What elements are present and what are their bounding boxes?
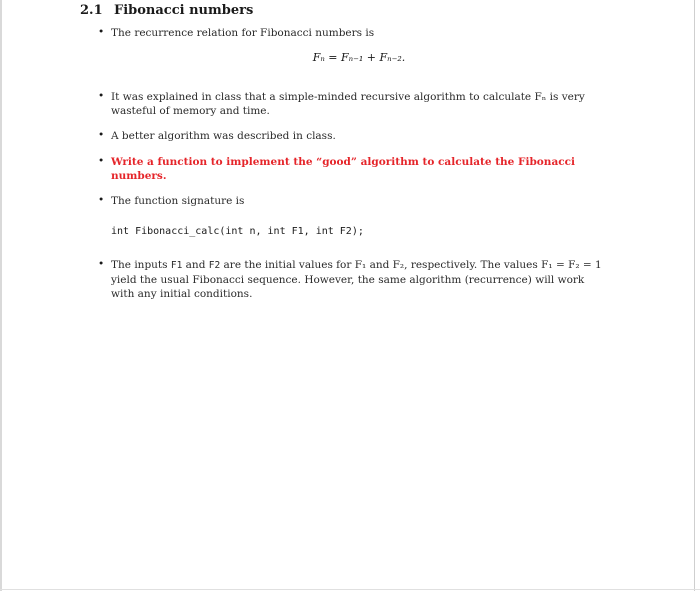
bullet-6: • — [98, 258, 105, 270]
bullet-3: • — [98, 129, 105, 141]
code-f1: F1 — [170, 260, 183, 271]
bullet-4: • — [98, 155, 105, 167]
section-heading — [80, 3, 253, 18]
item-signature-intro: The function signature is — [111, 195, 245, 207]
code-f2: F2 — [208, 260, 221, 271]
function-signature-code: int Fibonacci_calc(int n, int F1, int F2); — [111, 226, 364, 237]
item-recurrence-intro: The recurrence relation for Fibonacci numbers is — [111, 27, 375, 39]
page-bottom-border — [0, 589, 700, 590]
bullet-1: • — [98, 26, 105, 38]
recurrence-equation: Fₙ = Fₙ₋₁ + Fₙ₋₂. — [312, 51, 406, 64]
page-left-border — [0, 0, 2, 591]
item-task-instruction: Write a function to implement the “good” algorithm to calculate the Fibonacci numbers. — [111, 156, 576, 182]
initial-values-text-2: and — [182, 259, 209, 271]
initial-values-text-3: are the initial values for F₁ and F₂, respectively. The values F₁ = F₂ = 1 yield the usual Fibonacci sequence. However, the same algorithm (recurrence) will work with any initial conditions. — [111, 259, 602, 300]
item-initial-values — [111, 258, 609, 301]
section-title: Fibonacci numbers — [114, 3, 254, 18]
bullet-2: • — [98, 90, 105, 102]
item-better-algorithm: A better algorithm was described in class. — [111, 130, 336, 142]
item-naive-recursion: It was explained in class that a simple-minded recursive algorithm to calculate Fₙ is very wasteful of memory and time. — [111, 91, 585, 117]
bullet-5: • — [98, 194, 105, 206]
section-number: 2.1 — [80, 3, 103, 18]
initial-values-text-1: The inputs — [111, 259, 171, 271]
page-right-border — [694, 0, 695, 591]
